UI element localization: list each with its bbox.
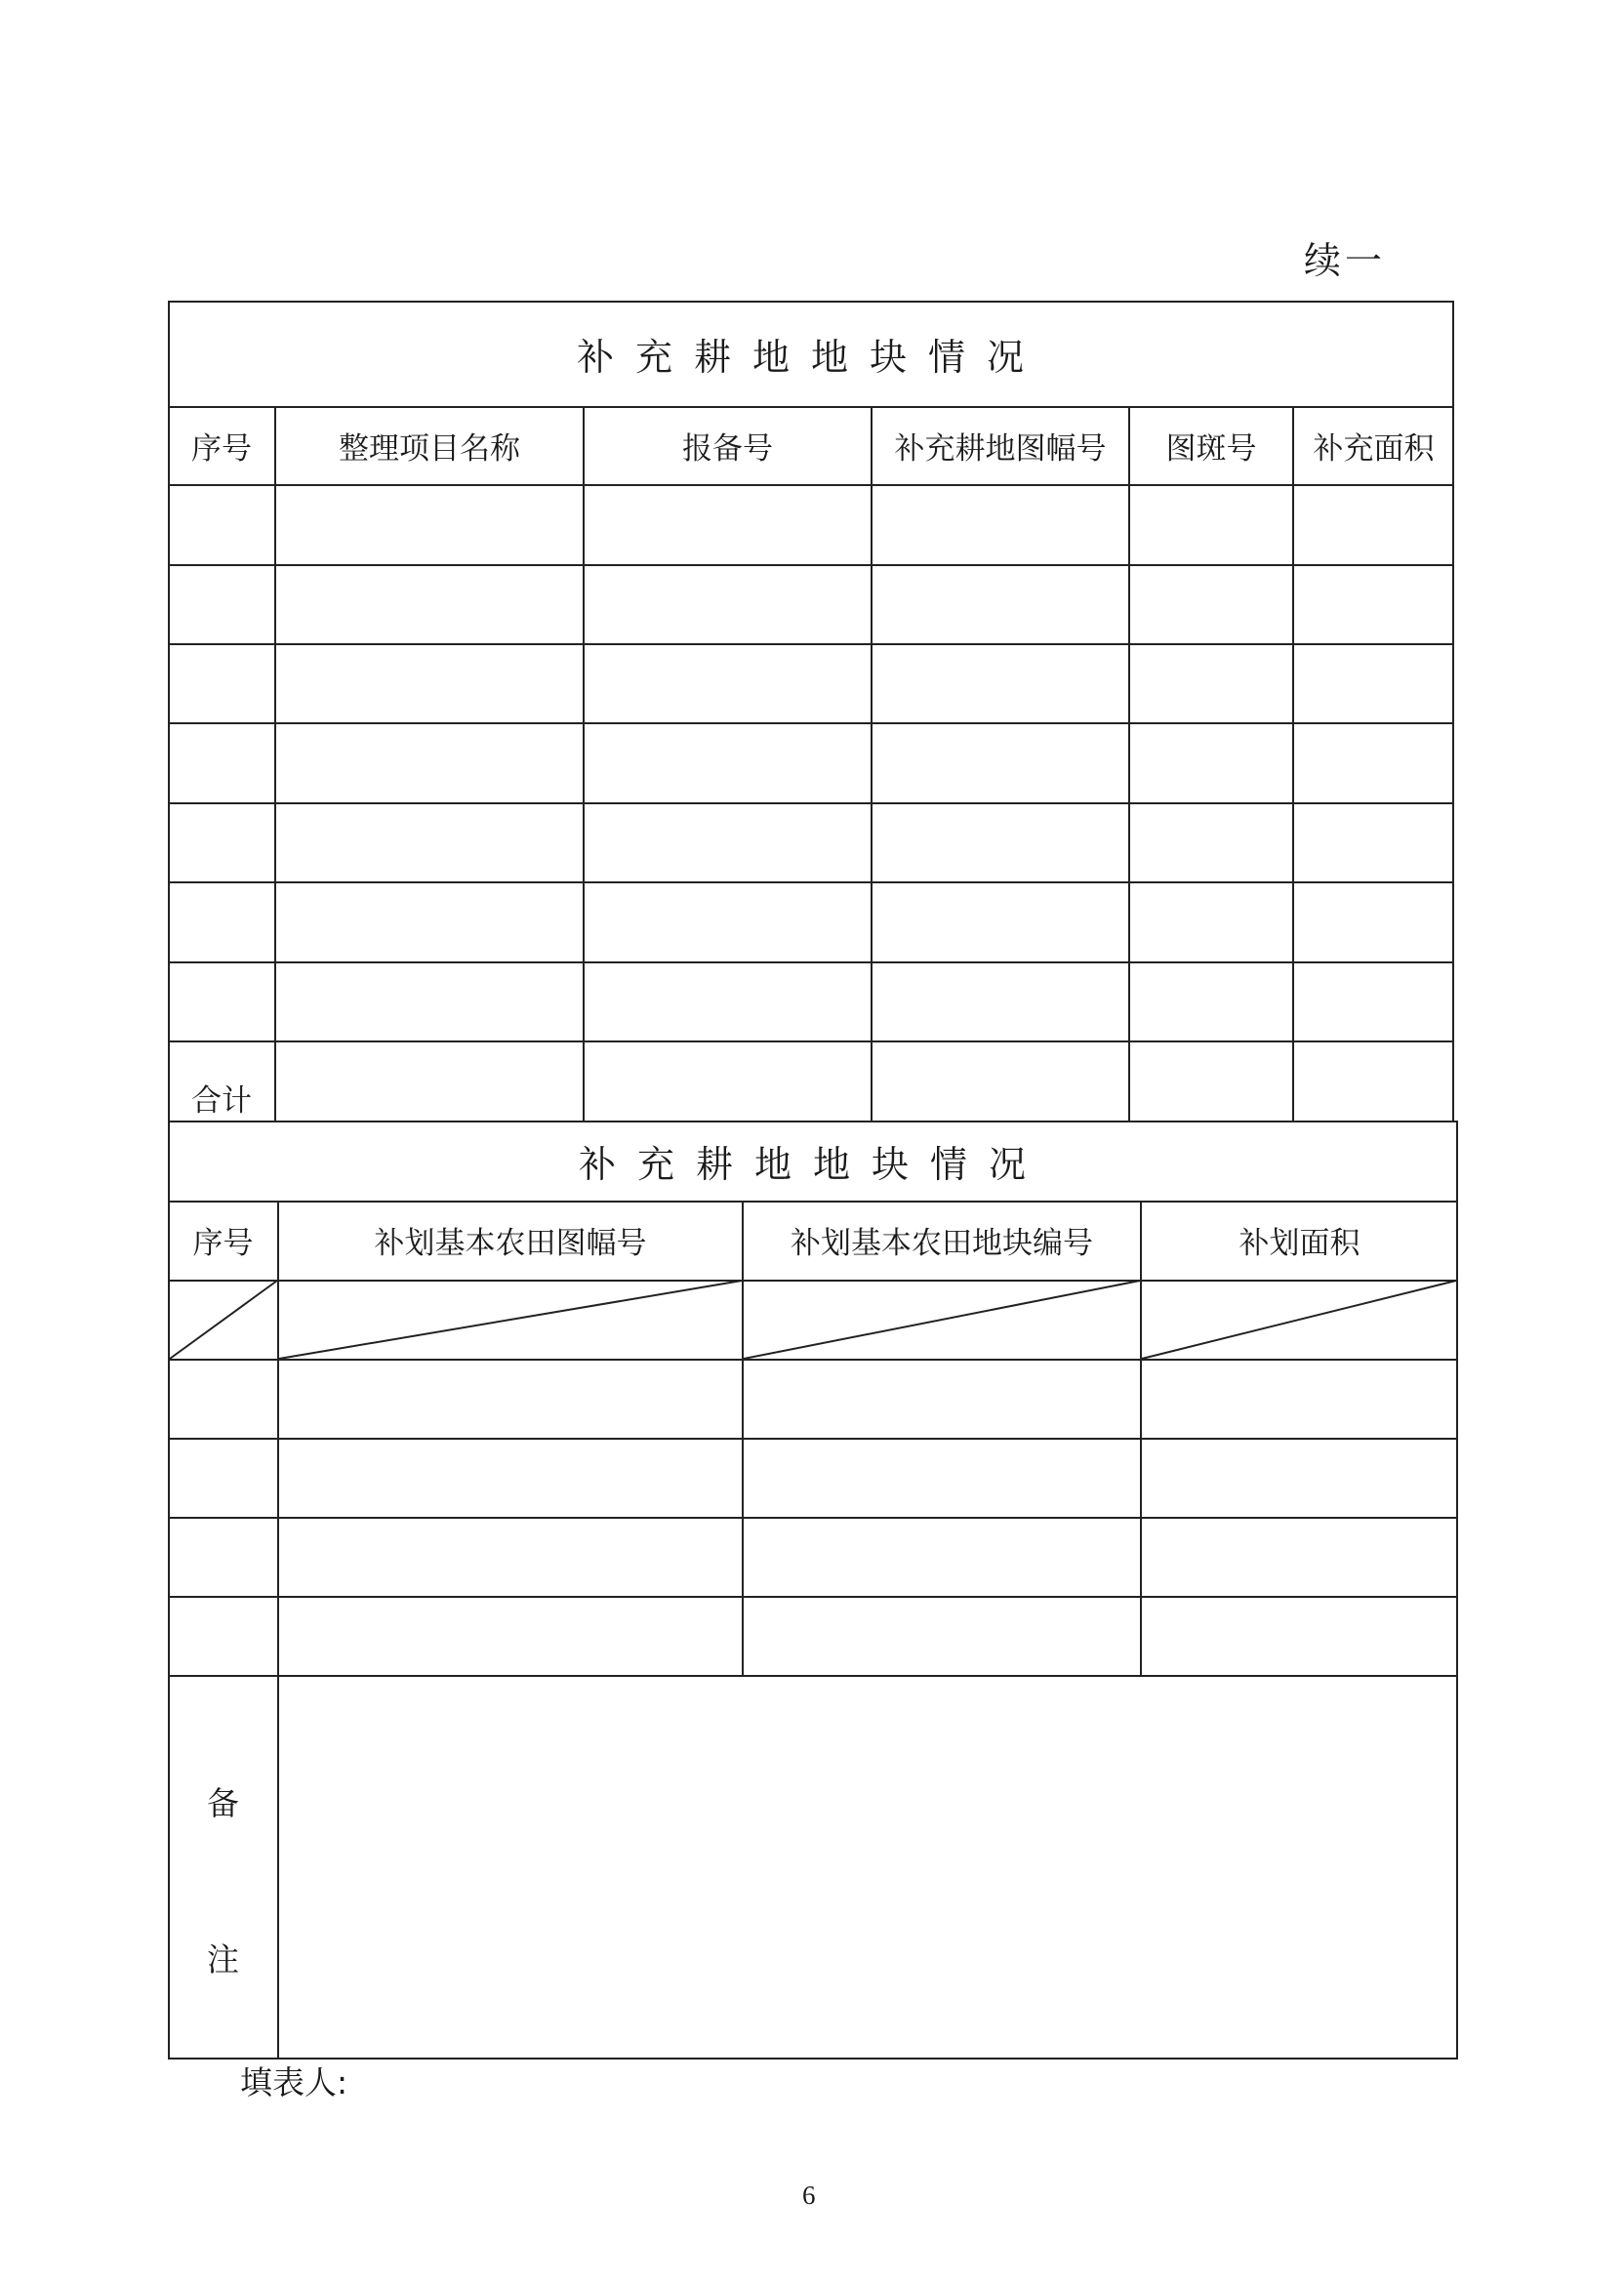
filler-label: 填表人: — [240, 2063, 348, 2101]
table1-header-filing-no: 报备号 — [682, 430, 773, 467]
table1-title: 补充耕地地块情况 — [576, 335, 1045, 379]
table1-total-label: 合计 — [191, 1083, 252, 1119]
table1-header-project-name: 整理项目名称 — [339, 430, 520, 467]
remarks-label-2: 注 — [207, 1940, 239, 1978]
table2-title: 补充耕地地块情况 — [578, 1142, 1047, 1186]
table1-header-index: 序号 — [191, 430, 252, 467]
diagonal-line-area — [1142, 1281, 1456, 1359]
table2-header-area: 补划面积 — [1238, 1226, 1360, 1261]
diagonal-line-plot-no — [744, 1281, 1140, 1359]
table2-header-index: 序号 — [192, 1226, 254, 1261]
table2-header-map-sheet-no: 补划基本农田图幅号 — [374, 1226, 647, 1261]
remarks-label-1: 备 — [207, 1784, 239, 1822]
table1-header-area: 补充面积 — [1313, 430, 1435, 467]
table2-header-plot-no: 补划基本农田地块编号 — [791, 1226, 1093, 1261]
continuation-label: 续一 — [1304, 239, 1387, 282]
diagonal-line-index — [170, 1281, 277, 1359]
table1-header-map-sheet-no: 补充耕地图幅号 — [894, 430, 1107, 467]
page-number: 6 — [802, 2181, 816, 2210]
diagonal-line-map-sheet — [279, 1281, 742, 1359]
table1-header-patch-no: 图斑号 — [1165, 430, 1257, 467]
